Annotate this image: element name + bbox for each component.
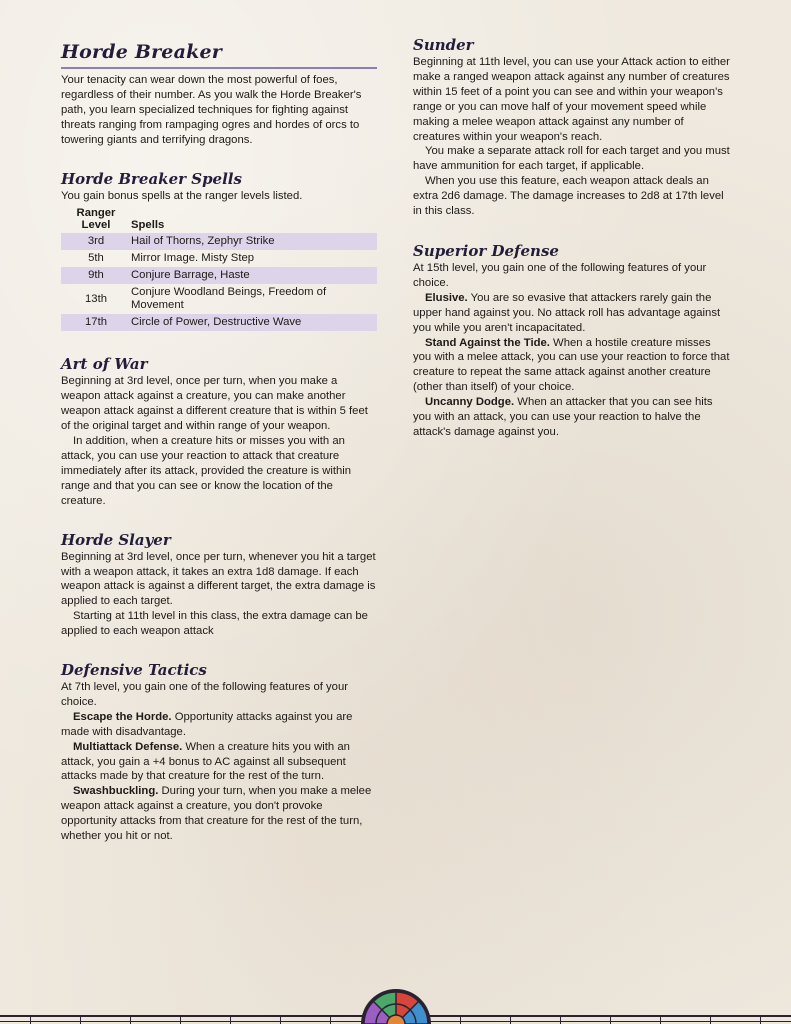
- art-of-war-p2: In addition, when a creature hits or misses you with an attack, you can use your reaction to attack that creature immediately after its attack, provided the creature is within range and that you can see or know the location of the creature.: [61, 435, 352, 507]
- footer-tick: [760, 1015, 761, 1024]
- feature-text: You are so evasive that attackers rarely gain the upper hand against you. No attack roll has advantage against you while you aren't incapacitated.: [413, 291, 721, 334]
- feature-text: When a hostile creature misses you with a melee attack, you can use your reaction to force that creature to repeat the same attack against another creature (other than itself) of your choice.: [413, 336, 730, 394]
- horde-slayer-heading: Horde Slayer: [61, 530, 171, 549]
- footer-tick: [660, 1015, 661, 1024]
- footer-tick: [230, 1015, 231, 1024]
- defensive-tactics-heading: Defensive Tactics: [61, 661, 207, 680]
- sunder-heading: Sunder: [413, 36, 474, 54]
- footer-tick: [460, 1015, 461, 1024]
- table-row: [61, 284, 377, 314]
- spells-heading: Horde Breaker Spells: [61, 169, 242, 188]
- level-column-header: [61, 207, 131, 233]
- feature-multiattack-defense: [61, 740, 377, 785]
- spells-table: [61, 207, 377, 331]
- footer-tick: [280, 1015, 281, 1024]
- row-level: 9th: [61, 267, 131, 284]
- level-header-line2: Level: [81, 219, 111, 232]
- superior-defense-p1: At 15th level, you gain one of the following features of your choice.: [413, 261, 707, 289]
- row-spells: Conjure Woodland Beings, Freedom of Movement: [131, 286, 327, 312]
- feature-escape-the-horde: [61, 710, 377, 740]
- defensive-tactics-p1: At 7th level, you gain one of the following features of your choice.: [61, 681, 348, 708]
- feature-uncanny-dodge: [413, 395, 731, 440]
- row-spells: Mirror Image. Misty Step: [131, 252, 255, 265]
- table-row: [61, 314, 377, 331]
- row-level: 3rd: [61, 233, 131, 250]
- sunder-p1: Beginning at 11th level, you can use your Attack action to either make a ranged weapon attack against any number of creatures within 15 feet of a point you can see and within your weapon's range or you can move half of your movement speed while making a melee weapon attack against any number of creatures within your weapon's reach.: [413, 56, 730, 143]
- row-spells: Circle of Power, Destructive Wave: [131, 314, 377, 331]
- spells-table-header: [61, 207, 377, 233]
- table-row: [61, 267, 377, 284]
- table-row: [61, 250, 377, 267]
- page-title: Horde Breaker: [61, 41, 222, 63]
- level-header-line1: Ranger: [76, 207, 116, 220]
- sunder-p3: When you use this feature, each weapon attack deals an extra 2d6 damage. The damage increases to 2d8 at 17th level in this class.: [413, 175, 724, 218]
- feature-text: When a creature hits you with an attack, you gain a +4 bonus to AC against all subsequent attacks made by that creature for the rest of the turn.: [61, 740, 350, 783]
- art-of-war-heading: Art of War: [61, 355, 148, 374]
- footer-tick: [80, 1015, 81, 1024]
- footer-tick: [30, 1015, 31, 1024]
- feature-stand-against-the-tide: [413, 336, 731, 396]
- right-column: [413, 0, 731, 440]
- feature-elusive: [413, 291, 731, 336]
- table-row: [61, 233, 377, 250]
- feature-name: Multiattack Defense.: [73, 740, 183, 753]
- feature-name: Uncanny Dodge.: [425, 396, 515, 409]
- feature-name: Escape the Horde.: [73, 710, 172, 723]
- row-level: 5th: [88, 252, 104, 265]
- feature-name: Elusive.: [425, 291, 468, 304]
- feature-name: Swashbuckling.: [73, 785, 159, 798]
- footer-tick: [710, 1015, 711, 1024]
- footer-tick: [560, 1015, 561, 1024]
- sunder-p2: You make a separate attack roll for each target and you must have ammunition for each target, if applicable.: [413, 145, 730, 173]
- title-rule: [61, 67, 377, 69]
- footer-tick: [330, 1015, 331, 1024]
- row-spells: Hail of Thorns, Zephyr Strike: [131, 233, 377, 250]
- footer-tick: [180, 1015, 181, 1024]
- row-level: 13th: [85, 292, 107, 305]
- footer-tick: [510, 1015, 511, 1024]
- art-of-war-p1: Beginning at 3rd level, once per turn, when you make a weapon attack against a creature, you can make another weapon attack against a different creature that is within 5 feet of the original target and within range of your weapon.: [61, 375, 368, 433]
- spells-column-header: Spells: [131, 219, 165, 232]
- feature-text: Opportunity attacks against you are made with disadvantage.: [61, 710, 353, 738]
- intro-paragraph: Your tenacity can wear down the most powerful of foes, regardless of their number. As you walk the Horde Breaker's path, you learn specialized techniques for fighting against threats ranging from rampaging ogres and hordes of orcs to towering giants and terrifying dragons.: [61, 74, 362, 146]
- feature-text: During your turn, when you make a melee weapon attack against a creature, you don't provoke opportunity attacks from that creature for the rest of the turn, whether you hit or not.: [61, 785, 372, 843]
- feature-swashbuckling: [61, 784, 377, 844]
- stained-glass-medallion-icon: [360, 987, 432, 1024]
- left-column: [61, 0, 377, 844]
- horde-slayer-p2: Starting at 11th level in this class, the extra damage can be applied to each weapon attack: [61, 610, 368, 638]
- row-spells: Conjure Barrage, Haste: [131, 267, 377, 284]
- row-level: 17th: [61, 314, 131, 331]
- horde-slayer-p1: Beginning at 3rd level, once per turn, whenever you hit a target with a weapon attack, it takes an extra 1d8 damage. If each weapon attack is against a different target, the extra damage is applied to each target.: [61, 550, 376, 608]
- footer-tick: [130, 1015, 131, 1024]
- feature-name: Stand Against the Tide.: [425, 336, 550, 349]
- superior-defense-heading: Superior Defense: [413, 241, 559, 260]
- spells-intro: You gain bonus spells at the ranger levels listed.: [61, 189, 303, 202]
- footer-tick: [610, 1015, 611, 1024]
- feature-text: When an attacker that you can see hits you with an attack, you can use your reaction to halve the attack's damage against you.: [413, 396, 713, 438]
